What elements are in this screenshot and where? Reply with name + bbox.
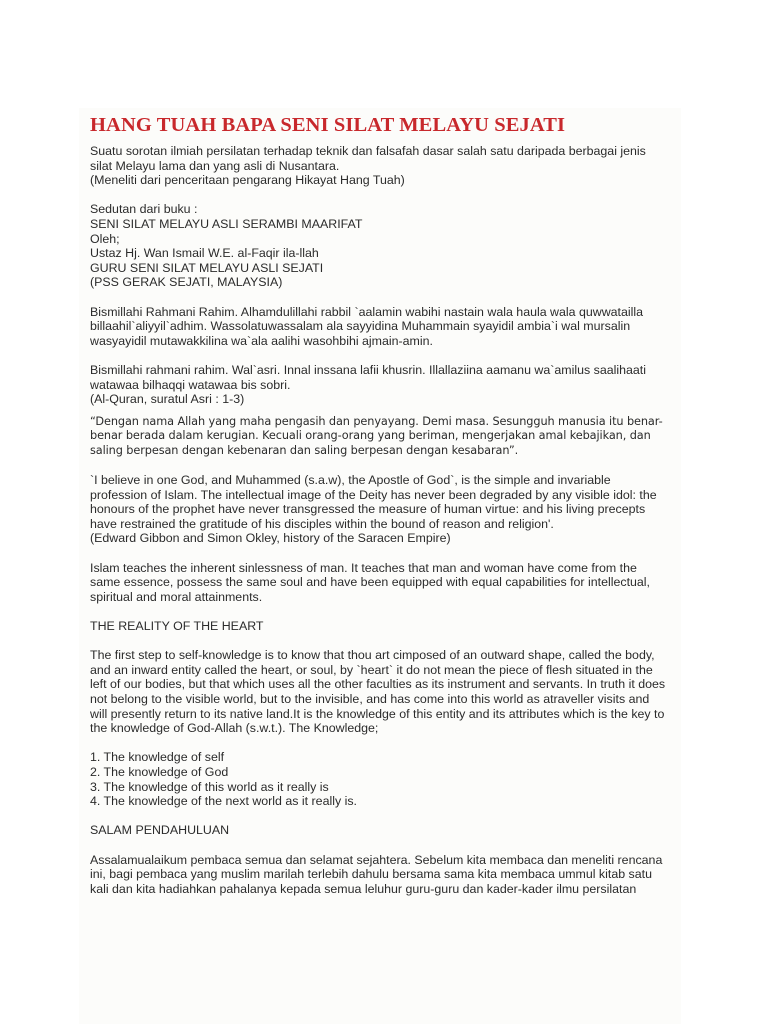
- heart-paragraph: [90, 648, 675, 736]
- text-line: SENI SILAT MELAYU ASLI SERAMBI MAARIFAT: [90, 216, 363, 231]
- document-title: HANG TUAH BAPA SENI SILAT MELAYU SEJATI: [90, 114, 566, 136]
- text-line: wasyayidil mutawakkilina wa`ala aalihi wasohbihi ajmain-amin.: [90, 333, 433, 348]
- text-line: billaahil`aliyyil`adhim. Wassolatuwassalam ala sayyidina Muhammain syayidil ambia`i wal mursalin: [90, 319, 631, 334]
- document-body: [90, 112, 675, 911]
- text-line: Islam teaches the inherent sinlessness of man. It teaches that man and woman have come from the: [90, 560, 637, 575]
- text-line: Oleh;: [90, 231, 120, 246]
- text-line: watawaa bilhaqqi watawaa bis sobri.: [90, 377, 291, 392]
- text-line: (Edward Gibbon and Simon Okley, history of the Saracen Empire): [90, 531, 451, 546]
- section-heading-heart: [90, 619, 675, 634]
- text-line: ini, bagi pembaca yang muslim marilah terlebih dahulu bersama sama kita membaca ummul kitab satu: [90, 867, 652, 882]
- text-line: `I believe in one God, and Muhammed (s.a.w), the Apostle of God`, is the simple and invariable: [90, 473, 611, 488]
- text-line: (Al-Quran, suratul Asri : 1-3): [90, 392, 245, 407]
- heading-text: SALAM PENDAHULUAN: [90, 823, 230, 838]
- text-line: Sedutan dari buku :: [90, 202, 198, 217]
- list-item: 3. The knowledge of this world as it really is: [90, 779, 329, 794]
- text-line: silat Melayu lama dan yang asli di Nusantara.: [90, 158, 340, 173]
- text-line: will presently return to its native land.It is the knowledge of this entity and its attributes which is the key to: [90, 706, 665, 721]
- text-line: (PSS GERAK SEJATI, MALAYSIA): [90, 275, 283, 290]
- text-line: the knowledge of God-Allah (s.w.t.). The Knowledge;: [90, 721, 379, 736]
- text-line: kali dan kita hadiahkan pahalanya kepada semua leluhur guru-guru dan kader-kader ilmu persilatan: [90, 881, 637, 896]
- text-line: Bismillahi rahmani rahim. Wal`asri. Innal inssana lafii khusrin. Illallaziina aamanu wa`amilus saalihaati: [90, 362, 646, 377]
- knowledge-list: [90, 750, 675, 808]
- text-line: same essence, possess the same soul and have been equipped with equal capabilities for intellectual,: [90, 575, 650, 590]
- text-line: not belong to the visible world, but to the invisible, and has come into this world as atraveller visits and: [90, 691, 650, 706]
- section-heading-salam: [90, 823, 675, 838]
- list-item: 1. The knowledge of self: [90, 750, 225, 765]
- text-line: The first step to self-knowledge is to know that thou art cimposed of an outward shape, called the body,: [90, 648, 655, 663]
- text-line: (Meneliti dari penceritaan pengarang Hikayat Hang Tuah): [90, 173, 405, 188]
- text-line: honours of the prophet have never transgressed the measure of human virtue: and his living precepts: [90, 502, 646, 517]
- text-line: benar berada dalam kerugian. Kecuali orang-orang yang beriman, mengerjakan amal kebajikan, dan: [90, 429, 651, 443]
- heading-text: THE REALITY OF THE HEART: [90, 619, 264, 633]
- list-item: 4. The knowledge of the next world as it really is.: [90, 794, 357, 809]
- text-line: Suatu sorotan ilmiah persilatan terhadap teknik dan falsafah dasar salah satu daripada berbagai jenis: [90, 144, 646, 158]
- asri-paragraph: [90, 363, 675, 407]
- gibbon-quote-paragraph: [90, 473, 675, 546]
- source-paragraph: [90, 202, 675, 290]
- text-line: “Dengan nama Allah yang maha pengasih dan penyayang. Demi masa. Sesungguh manusia itu benar-: [90, 414, 663, 428]
- text-line: Ustaz Hj. Wan Ismail W.E. al-Faqir ila-llah: [90, 246, 319, 261]
- text-line: Bismillahi Rahmani Rahim. Alhamdulillahi rabbil `aalamin wabihi nastain wala haula wala quwwatailla: [90, 304, 644, 319]
- salam-paragraph: [90, 853, 675, 897]
- text-line: spiritual and moral attainments.: [90, 589, 263, 604]
- translation-paragraph: [90, 415, 675, 459]
- list-item: 2. The knowledge of God: [90, 764, 229, 779]
- text-line: and an inward entity called the heart, or soul, by `heart` it do not mean the piece of flesh situated in the: [90, 662, 653, 677]
- text-line: profession of Islam. The intellectual image of the Deity has never been degraded by any visible idol: the: [90, 487, 657, 502]
- text-line: left of our bodies, but that which uses all the other faculties as its instrument and servants. In truth it does: [90, 677, 666, 692]
- text-line: Assalamualaikum pembaca semua dan selamat sejahtera. Sebelum kita membaca dan meneliti rencana: [90, 852, 663, 867]
- sinlessness-paragraph: [90, 561, 675, 605]
- bismillah-paragraph: [90, 305, 675, 349]
- intro-paragraph: [90, 144, 675, 188]
- text-line: GURU SENI SILAT MELAYU ASLI SEJATI: [90, 260, 324, 275]
- text-line: have restrained the gratitude of his disciples within the bound of reason and religion'.: [90, 516, 554, 531]
- text-line: saling berpesan dengan kebenaran dan saling berpesan dengan kesabaran”.: [90, 443, 519, 457]
